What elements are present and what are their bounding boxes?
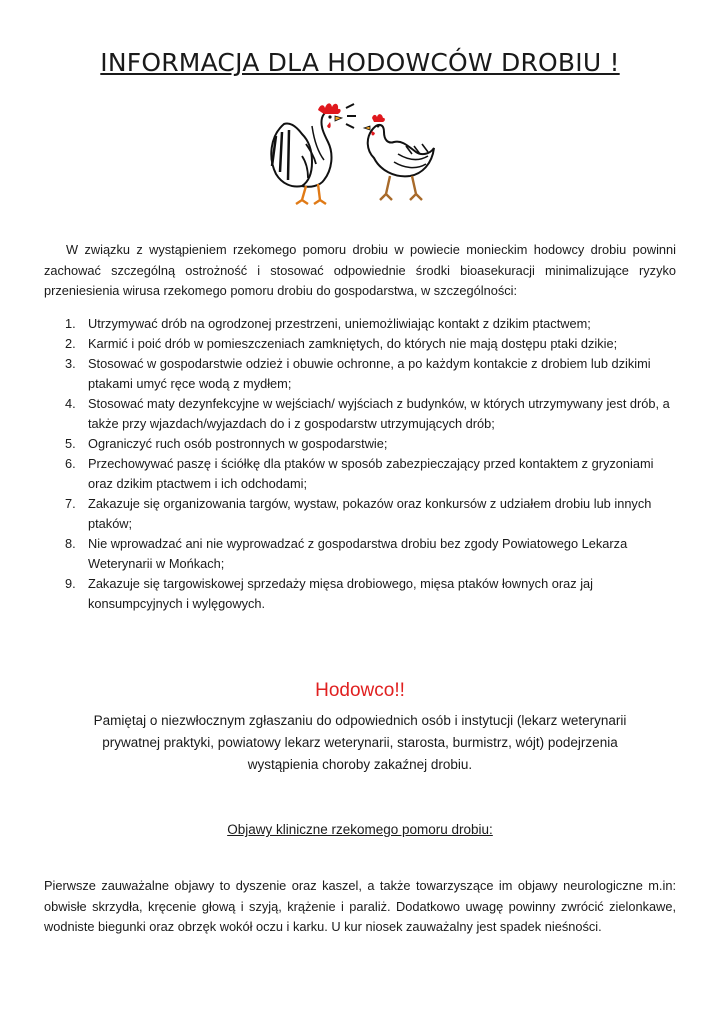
list-item-text: Karmić i poić drób w pomieszczeniach zamkniętych, do których nie mają dostępu ptaki dzikie; <box>88 336 618 351</box>
list-item <box>44 574 676 614</box>
list-item-number: 5. <box>65 436 76 451</box>
symptoms-text: Pierwsze zauważalne objawy to dyszenie oraz kaszel, a także towarzyszące im objawy neurologiczne m.in: obwisłe skrzydła, kręcenie głową i szyją, krążenie i paraliż. Dodatkowo uwagę powinny zwrócić zielonkawe, wodniste biegunki oraz obrzęk wokół oczu i karku. U kur niosek zauważalny jest spadek nieśności. <box>44 878 676 934</box>
list-item-number: 7. <box>65 496 76 511</box>
biosecurity-rules-list <box>44 314 676 614</box>
rooster-and-hen-icon <box>262 96 442 216</box>
list-item <box>44 434 676 454</box>
list-item <box>44 394 676 434</box>
list-item-text: Zakazuje się targowiskowej sprzedaży mięsa drobiowego, mięsa ptaków łownych oraz jaj konsumpcyjnych i wylęgowych. <box>88 576 593 611</box>
page-title: INFORMACJA DLA HODOWCÓW DROBIU ! <box>100 48 620 77</box>
list-item-text: Stosować maty dezynfekcyjne w wejściach/ wyjściach z budynków, w których utrzymywany jest drób, a także przy wjazdach/wyjazdach do i z gospodarstw utrzymujących drób; <box>88 396 670 431</box>
list-item-text: Zakazuje się organizowania targów, wystaw, pokazów oraz konkursów z udziałem drobiu lub innych ptaków; <box>88 496 652 531</box>
list-item-text: Utrzymywać drób na ogrodzonej przestrzeni, uniemożliwiając kontakt z dzikim ptactwem; <box>88 316 591 331</box>
appeal-text: Pamiętaj o niezwłocznym zgłaszaniu do odpowiednich osób i instytucji (lekarz weterynarii prywatnej praktyki, powiatowy lekarz weterynarii, starosta, burmistrz, wójt) podejrzenia wystąpienia choroby zakaźnej drobiu. <box>93 713 627 772</box>
symptoms-heading: Objawy kliniczne rzekomego pomoru drobiu: <box>227 822 493 837</box>
list-item <box>44 334 676 354</box>
list-item-number: 4. <box>65 396 76 411</box>
hen-icon <box>364 114 434 200</box>
list-item-text: Stosować w gospodarstwie odzież i obuwie ochronne, a po każdym kontakcie z drobiem lub dzikimi ptakami umyć ręce wodą z mydłem; <box>88 356 651 391</box>
list-item-number: 9. <box>65 576 76 591</box>
appeal-heading: Hodowco!! <box>315 680 405 701</box>
rooster-icon <box>271 103 356 204</box>
list-item-number: 1. <box>65 316 76 331</box>
list-item <box>44 314 676 334</box>
list-item <box>44 454 676 494</box>
intro-paragraph: W związku z wystąpieniem rzekomego pomoru drobiu w powiecie monieckim hodowcy drobiu powinni zachować szczególną ostrożność i stosować odpowiednie środki bioasekuracji minimalizujące ryzyko przeniesienia wirusa rzekomego pomoru drobiu do gospodarstwa, w szczególności: <box>44 242 676 298</box>
list-item-number: 3. <box>65 356 76 371</box>
list-item <box>44 354 676 394</box>
list-item <box>44 494 676 534</box>
list-item-text: Nie wprowadzać ani nie wyprowadzać z gospodarstwa drobiu bez zgody Powiatowego Lekarza Weterynarii w Mońkach; <box>88 536 628 571</box>
list-item-number: 6. <box>65 456 76 471</box>
list-item-text: Ograniczyć ruch osób postronnych w gospodarstwie; <box>88 436 388 451</box>
list-item-text: Przechowywać paszę i ściółkę dla ptaków w sposób zabezpieczający przed kontaktem z gryzoniami oraz dzikim ptactwem i ich odchodami; <box>88 456 654 491</box>
list-item-number: 8. <box>65 536 76 551</box>
list-item <box>44 534 676 574</box>
list-item-number: 2. <box>65 336 76 351</box>
